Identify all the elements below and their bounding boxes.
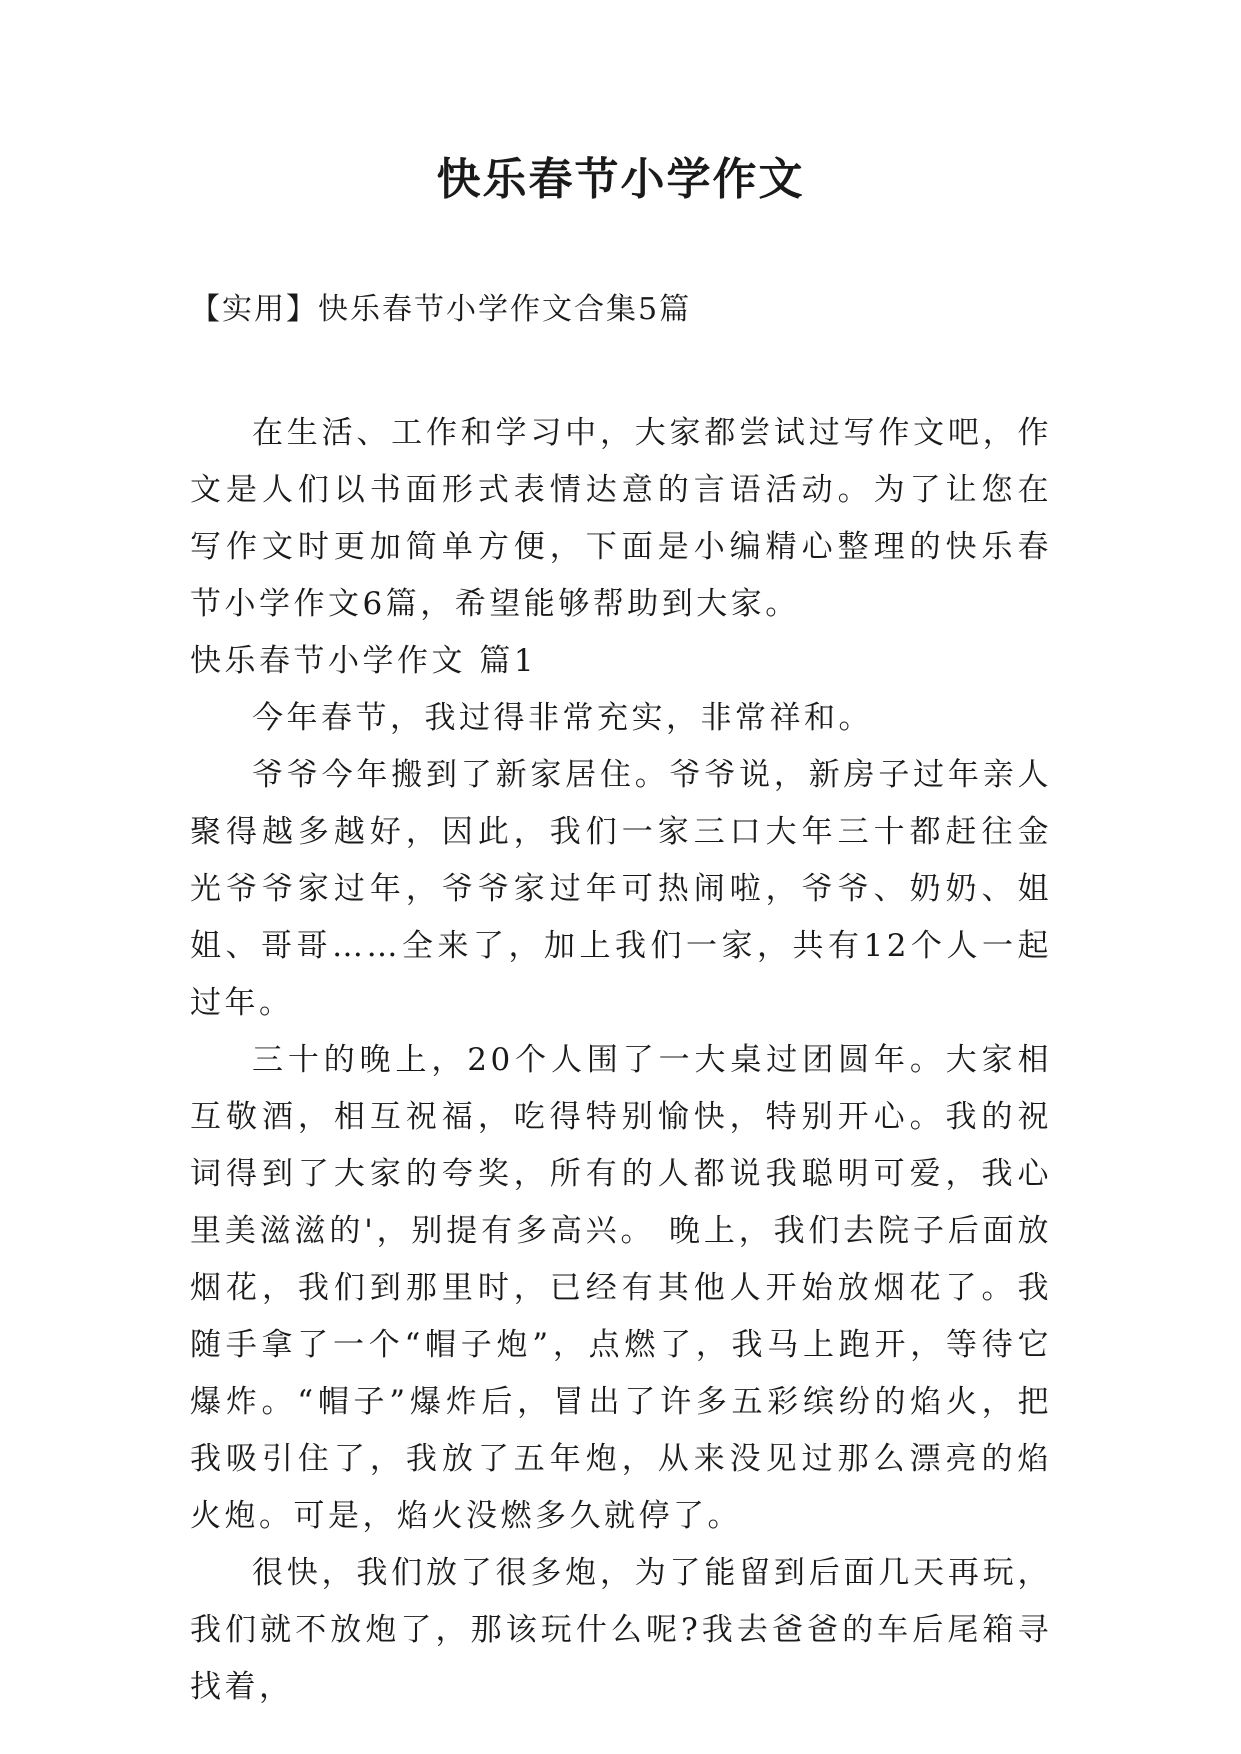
document-body: [190, 405, 1052, 1716]
body-paragraph: 很快，我们放了很多炮，为了能留到后面几天再玩，我们就不放炮了，那该玩什么呢?我去爸爸的车后尾箱寻找着，: [190, 1555, 1052, 1705]
body-paragraph: 今年春节，我过得非常充实，非常祥和。: [252, 700, 873, 736]
body-paragraph: 三十的晚上，20个人围了一大桌过团圆年。大家相互敬酒，相互祝福，吃得特别愉快，特别开心。我的祝词得到了大家的夸奖，所有的人都说我聪明可爱，我心里美滋滋的'，别提有多高兴。 晚上，我们去院子后面放烟花，我们到那里时，已经有其他人开始放烟花了。我随手拿了一个“帽子炮”，点燃了，我马上跑开，等待它爆炸。“帽子”爆炸后，冒出了许多五彩缤纷的焰火，把我吸引住了，我放了五年炮，从来没见过那么漂亮的焰火炮。可是，焰火没燃多久就停了。: [190, 1042, 1052, 1534]
document-subtitle: 【实用】快乐春节小学作文合集5篇: [190, 292, 692, 327]
section-heading: 快乐春节小学作文 篇1: [190, 643, 538, 679]
body-paragraph: 爷爷今年搬到了新家居住。爷爷说，新房子过年亲人聚得越多越好，因此，我们一家三口大年三十都赶往金光爷爷家过年，爷爷家过年可热闹啦，爷爷、奶奶、姐姐、哥哥……全来了，加上我们一家，共有12个人一起过年。: [190, 757, 1052, 1021]
document-title: 快乐春节小学作文: [436, 154, 805, 205]
intro-paragraph: 在生活、工作和学习中，大家都尝试过写作文吧，作文是人们以书面形式表情达意的言语活动。为了让您在写作文时更加简单方便，下面是小编精心整理的快乐春节小学作文6篇，希望能够帮助到大家。: [190, 415, 1052, 622]
